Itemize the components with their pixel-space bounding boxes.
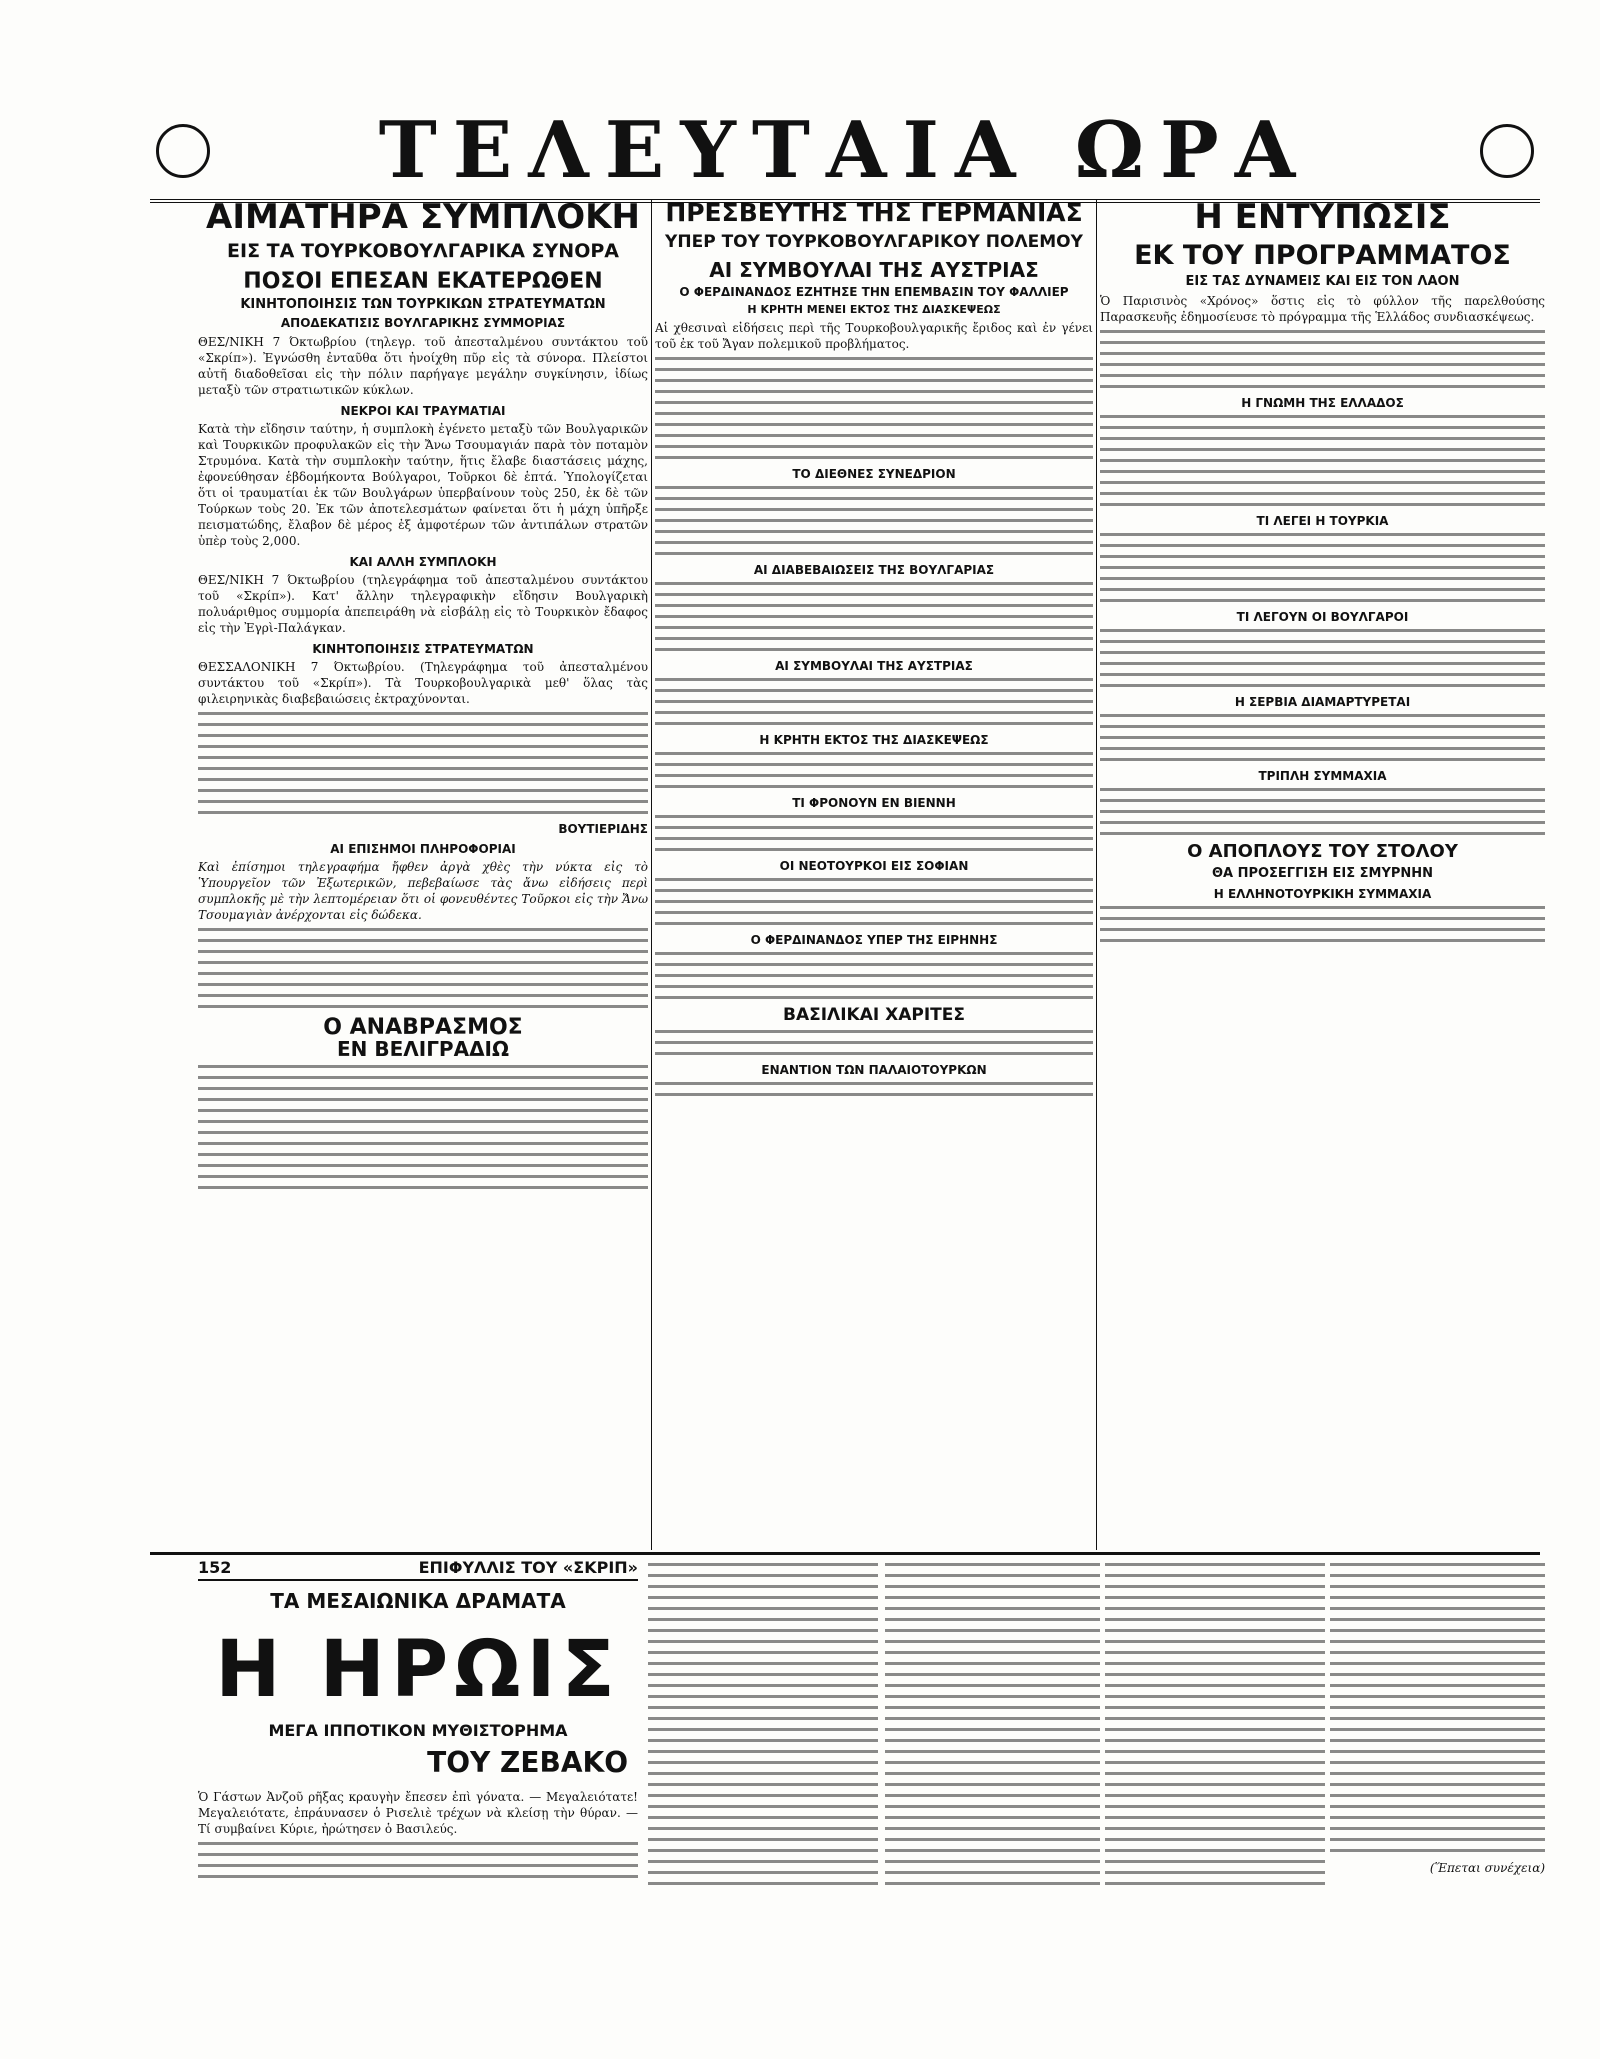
section-heading: ΤΙ ΛΕΓΕΙ Η ΤΟΥΡΚΙΑ: [1256, 514, 1389, 529]
text-block: [1100, 629, 1545, 687]
serial-text: Ὁ Γάστων Ἀνζοῦ ρῆξας κραυγὴν ἔπεσεν ἐπὶ γόνατα. — Μεγαλειότατε! Μεγαλειότατε, ἐπράυνασεν ὁ Ρισελιὲ τρέχων νὰ κλείσῃ τὴν θύραν. — Τί συμβαίνει Κύριε, ἠρώτησεν ὁ Βασιλεύς.: [198, 1790, 638, 1836]
serial-title: Η ΗΡΩΙΣ: [215, 1625, 621, 1715]
serial-footer: (Ἕπεται συνέχεια): [1429, 1861, 1545, 1875]
serial-series: ΤΑ ΜΕΣΑΙΩΝΙΚΑ ΔΡΑΜΑΤΑ: [270, 1589, 566, 1613]
serial-column-3: [885, 1558, 1100, 2038]
text-block: [655, 582, 1093, 651]
text-block: [655, 678, 1093, 725]
headline-2: ΥΠΕΡ ΤΟΥ ΤΟΥΡΚΟΒΟΥΛΓΑΡΙΚΟΥ ΠΟΛΕΜΟΥ: [665, 232, 1083, 253]
article-text: Ὁ Παρισινὸς «Χρόνος» ὅστις εἰς τὸ φύλλον τῆς παρελθούσης Παρασκευῆς ἐδημοσίευσε τὸ πρόγραμμα τῆς Ἑλλάδος συνδιασκέψεως.: [1100, 294, 1545, 325]
section-heading: Η ΣΕΡΒΙΑ ΔΙΑΜΑΡΤΥΡΕΤΑΙ: [1234, 695, 1411, 710]
headline-4: Ο ΦΕΡΔΙΝΑΝΔΟΣ ΕΖΗΤΗΣΕ ΤΗΝ ΕΠΕΜΒΑΣΙΝ ΤΟΥ ΦΑΛΛΙΕΡ: [679, 285, 1069, 300]
headline-4: Ο ΑΠΟΠΛΟΥΣ ΤΟΥ ΣΤΟΛΟΥ: [1187, 841, 1458, 863]
section-heading: ΟΙ ΝΕΟΤΟΥΡΚΟΙ ΕΙΣ ΣΟΦΙΑΝ: [779, 859, 969, 874]
headline: ΠΡΕΣΒΕΥΤΗΣ ΤΗΣ ΓΕΡΜΑΝΙΑΣ: [665, 200, 1083, 227]
article-text: ΘΕΣΣΑΛΟΝΙΚΗ 7 Όκτωβρίου. (Τηλεγράφημα τοῦ ἀπεσταλμένου συντάκτου τοῦ «Σκρίπ»). Τὰ Τουρκοβουλγαρικὰ μεθ' ὅλας τὰς φιλειρηνικὰς διαβεβαιώσεις ἐκτραχύνονται.: [198, 659, 648, 706]
section-heading: ΝΕΚΡΟΙ ΚΑΙ ΤΡΑΥΜΑΤΙΑΙ: [340, 403, 506, 418]
headline-3: ΕΙΣ ΤΑΣ ΔΥΝΑΜΕΙΣ ΚΑΙ ΕΙΣ ΤΟΝ ΛΑΟΝ: [1185, 274, 1460, 290]
article-text: Αἱ χθεσιναὶ εἰδήσεις περὶ τῆς Τουρκοβουλγαρικῆς ἔριδος καὶ ἐν γένει τοῦ ἐκ τοῦ Ἄγαν πολεμικοῦ προβλήματος.: [655, 321, 1093, 352]
text-block: [1100, 330, 1545, 388]
headline: ΑΙΜΑΤΗΡΑ ΣΥΜΠΛΟΚΗ: [206, 200, 640, 237]
section-heading: ΤΟ ΔΙΕΘΝΕΣ ΣΥΝΕΔΡΙΟΝ: [792, 467, 956, 482]
text-block: [198, 1065, 648, 1189]
headline-4: ΚΙΝΗΤΟΠΟΙΗΣΙΣ ΤΩΝ ΤΟΥΡΚΙΚΩΝ ΣΤΡΑΤΕΥΜΑΤΩΝ: [240, 296, 606, 312]
headline-7: ΕΝ ΒΕΛΙΓΡΑΔΙΩ: [337, 1036, 509, 1061]
column-rule: [651, 200, 652, 1550]
text-block: [1330, 1563, 1545, 1852]
headline-2: ΕΙΣ ΤΑ ΤΟΥΡΚΟΒΟΥΛΓΑΡΙΚΑ ΣΥΝΟΡΑ: [227, 239, 619, 262]
headline-6: ΒΑΣΙΛΙΚΑΙ ΧΑΡΙΤΕΣ: [783, 1005, 965, 1026]
section-heading: Ο ΦΕΡΔΙΝΑΝΔΟΣ ΥΠΕΡ ΤΗΣ ΕΙΡΗΝΗΣ: [750, 933, 998, 948]
section-heading: Η ΕΛΛΗΝΟΤΟΥΡΚΙΚΗ ΣΥΜΜΑΧΙΑ: [1213, 886, 1432, 901]
headline-3: ΑΙ ΣΥΜΒΟΥΛΑΙ ΤΗΣ ΑΥΣΤΡΙΑΣ: [709, 258, 1039, 283]
article-column-1: [198, 200, 648, 1555]
text-block: [198, 712, 648, 814]
article-text: ΘΕΣ/ΝΙΚΗ 7 Όκτωβρίου (τηλεγρ. τοῦ ἀπεσταλμένου συντάκτου τοῦ «Σκρίπ»). Ἐγνώσθη ἐνταῦθα ὅτι ἠνοίχθη πῦρ εἰς τὰ σύνορα. Πλείστοι αὐτῆ διαδοθεῖσαι εἰς τὴν πόλιν παρήγαγε μεγάλην συγκίνησιν, ἰδίως μεταξὺ τῶν στρατιωτικῶν κύκλων.: [198, 334, 648, 397]
text-block: [655, 878, 1093, 925]
text-block: [1100, 415, 1545, 506]
column-rule: [1096, 200, 1097, 1550]
text-block: [655, 357, 1093, 459]
text-block: [1100, 788, 1545, 835]
article-column-2: [655, 200, 1093, 1555]
headline-5: ΑΠΟΔΕΚΑΤΙΣΙΣ ΒΟΥΛΓΑΡΙΚΗΣ ΣΥΜΜΟΡΙΑΣ: [280, 315, 566, 330]
text-block: [655, 952, 1093, 999]
section-heading: ΤΡΙΠΛΗ ΣΥΜΜΑΧΙΑ: [1258, 769, 1387, 784]
section-heading: ΑΙ ΔΙΑΒΕΒΑΙΩΣΕΙΣ ΤΗΣ ΒΟΥΛΓΑΡΙΑΣ: [753, 563, 995, 578]
section-heading: ΤΙ ΦΡΟΝΟΥΝ ΕΝ ΒΙΕΝΝΗ: [792, 796, 956, 811]
text-block: [655, 486, 1093, 555]
serial-subtitle: ΜΕΓΑ ΙΠΠΟΤΙΚΟΝ ΜΥΘΙΣΤΟΡΗΜΑ: [268, 1721, 568, 1740]
masthead: [150, 104, 1540, 203]
serial-banner: [198, 1558, 638, 1581]
headline-5: ΘΑ ΠΡΟΣΕΓΓΙΣΗ ΕΙΣ ΣΜΥΡΝΗΝ: [1211, 865, 1434, 881]
text-block: [655, 1030, 1093, 1055]
text-block: [1105, 1563, 1325, 1885]
serial-column-2: [648, 1558, 878, 2038]
article-text: Κατὰ τὴν εἴδησιν ταύτην, ἡ συμπλοκὴ ἐγένετο μεταξὺ τῶν Βουλγαρικῶν καὶ Τουρκικῶν προφυλακῶν εἰς τὴν Ἄνω Τσουμαγιάν παρὰ τὸν ποταμὸν Στρυμόνα. Κατὰ τὴν συμπλοκὴν ταύτην, ἥτις ἔλαβε διαστάσεις μάχης, ἐφονεύθησαν ἑβδομήκοντα Βούλγαροι, Τοῦρκοι δὲ ἑπτά. Ὑπολογίζεται ὅτι οἱ τραυματίαι ἐκ τῶν Βουλγάρων ὑπερβαίνουν τοὺς 250, ἐκ δὲ τῶν Τούρκων τοὺς 20. Ἐκ τῶν ἀποτελεσμάτων φαίνεται ὅτι ἡ μάχη ὑπῆρξε πεισματώδης, ἔλαβον δὲ μέρος ἐξ ἀμφοτέρων τῶν ἀντιπάλων στρατῶν ὑπὲρ τοὺς 2,000.: [198, 421, 648, 548]
headline-6: Ο ΑΝΑΒΡΑΣΜΟΣ: [323, 1014, 523, 1040]
serial-author: ΤΟΥ ΖΕΒΑΚΟ: [427, 1746, 628, 1779]
section-heading: ΑΙ ΕΠΙΣΗΜΟΙ ΠΛΗΡΟΦΟΡΙΑΙ: [330, 841, 516, 856]
text-block: [885, 1563, 1100, 1885]
serial-column-4: [1105, 1558, 1325, 2038]
text-block: [1100, 906, 1545, 942]
text-block: [198, 1842, 638, 1878]
article-text: ΘΕΣ/ΝΙΚΗ 7 Όκτωβρίου (τηλεγράφημα τοῦ ἀπεσταλμένου συντάκτου τοῦ «Σκρίπ»). Κατ' ἄλλην τηλεγραφικὴν εἴδησιν Βουλγαρικὴ πολυάριθμος συμμορία ἀπεπειράθη νὰ εἰσβάλῃ εἰς τὸ Τουρκικὸν ἔδαφος εἰς τὴν Ἐγρὶ-Παλάγκαν.: [198, 572, 648, 635]
serial-column-5: [1330, 1558, 1545, 2038]
serial-feuilleton: [198, 1558, 638, 2038]
section-heading: ΑΙ ΣΥΜΒΟΥΛΑΙ ΤΗΣ ΑΥΣΤΡΙΑΣ: [775, 659, 973, 674]
headline-3: ΠΟΣΟΙ ΕΠΕΣΑΝ ΕΚΑΤΕΡΩΘΕΝ: [243, 268, 603, 294]
text-block: [1100, 714, 1545, 761]
headline: Η ΕΝΤΥΠΩΣΙΣ: [1194, 200, 1451, 237]
text-block: [648, 1563, 878, 1885]
text-block: [655, 815, 1093, 851]
headline-2: ΕΚ ΤΟΥ ΠΡΟΓΡΑΜΜΑΤΟΣ: [1134, 239, 1511, 271]
section-heading: Η ΚΡΗΤΗ ΕΚΤΟΣ ΤΗΣ ΔΙΑΣΚΕΨΕΩΣ: [759, 733, 989, 748]
text-block: [198, 928, 648, 1008]
section-heading: ΤΙ ΛΕΓΟΥΝ ΟΙ ΒΟΥΛΓΑΡΟΙ: [1236, 610, 1409, 625]
text-block: [655, 752, 1093, 788]
article-text: Καὶ ἐπίσημοι τηλεγραφήμα ἤφθεν ἀργὰ χθὲς τὴν νύκτα εἰς τὸ Ὑπουργεῖον τῶν Ἐξωτερικῶν, πεβεβαίωσε τὰς ἄνω εἰδήσεις περὶ συμπλοκῆς μὲ τὴν λεπτομέρειαν ὅτι οἱ φονευθέντες Τοῦρκοι εἰς τὴν Ἄνω Τσουμαγιὰν ἀνέρχονται εἰς δώδεκα.: [198, 859, 648, 922]
section-heading: Η ΓΝΩΜΗ ΤΗΣ ΕΛΛΑΔΟΣ: [1241, 396, 1404, 411]
text-block: [655, 1082, 1093, 1096]
clock-ornament-right: [1480, 124, 1534, 178]
article-column-3: [1100, 200, 1545, 1555]
section-heading: ΚΑΙ ΑΛΛΗ ΣΥΜΠΛΟΚΗ: [349, 554, 497, 569]
headline-5: Η ΚΡΗΤΗ ΜΕΝΕΙ ΕΚΤΟΣ ΤΗΣ ΔΙΑΣΚΕΨΕΩΣ: [747, 303, 1001, 317]
section-heading: ΚΙΝΗΤΟΠΟΙΗΣΙΣ ΣΤΡΑΤΕΥΜΑΤΩΝ: [312, 641, 534, 656]
signature: ΒΟΥΤΙΕΡΙΔΗΣ: [558, 821, 648, 836]
serial-banner-text: ΕΠΙΦΥΛΛΙΣ ΤΟΥ «ΣΚΡΙΠ»: [418, 1558, 638, 1577]
text-block: [1100, 533, 1545, 602]
masthead-title: ΤΕΛΕΥΤΑΙΑ ΩΡΑ: [378, 105, 1312, 196]
section-heading: ΕΝΑΝΤΙΟΝ ΤΩΝ ΠΑΛΑΙΟΤΟΥΡΚΩΝ: [761, 1062, 987, 1077]
serial-number: 152: [198, 1558, 232, 1577]
